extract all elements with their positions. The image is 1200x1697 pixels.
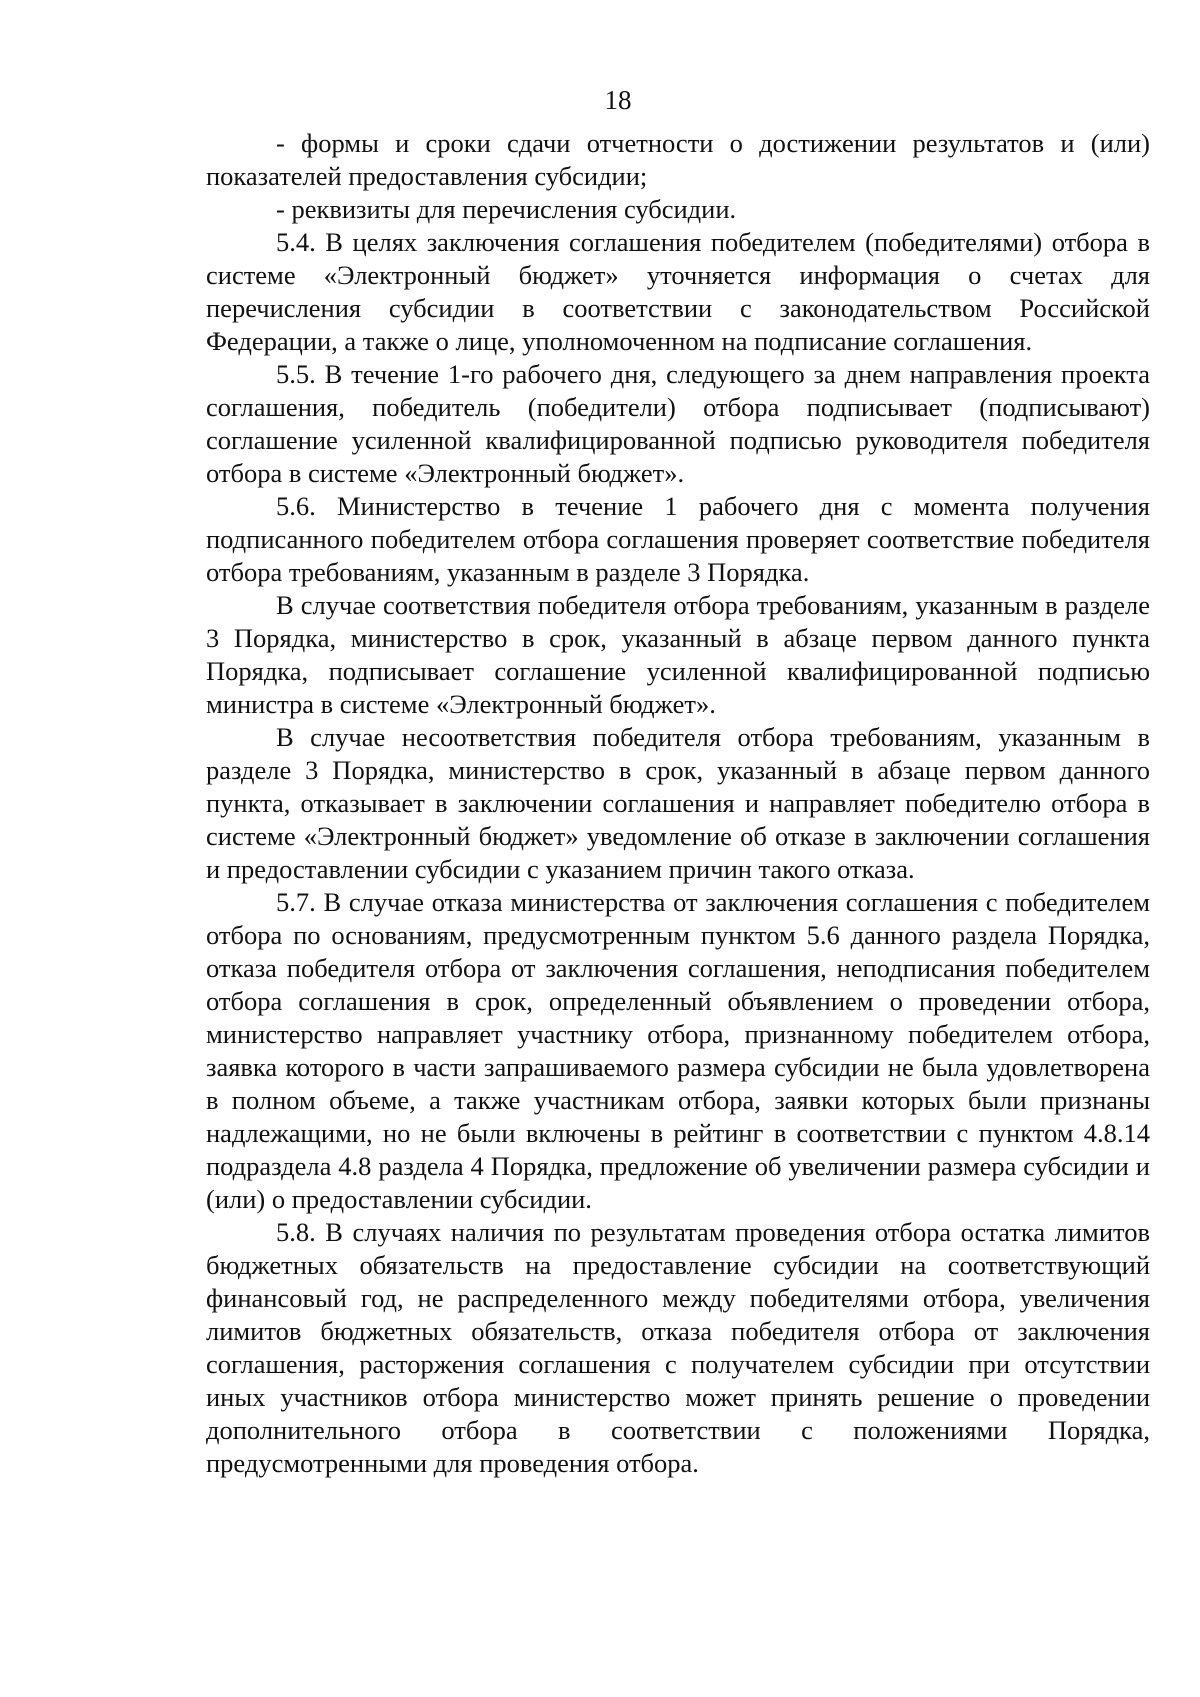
paragraph-5-4: 5.4. В целях заключения соглашения победителем (победителями) отбора в системе «Электронный бюджет» уточняется информация о счетах для перечисления субсидии в соответствии с законодательством Российской Федерации, а также о лице, уполномоченном на подписание соглашения. <box>206 227 1150 356</box>
paragraph-payment-details: - реквизиты для перечисления субсидии. <box>276 194 737 224</box>
paragraph-reporting-forms: - формы и сроки сдачи отчетности о достижении результатов и (или) показателей предоставления субсидии; <box>206 128 1150 191</box>
document-body <box>206 127 1150 1480</box>
paragraph-5-5: 5.5. В течение 1-го рабочего дня, следующего за днем направления проекта соглашения, победитель (победители) отбора подписывает (подписывают) соглашение усиленной квалифицированной подписью руководителя победителя отбора в системе «Электронный бюджет». <box>206 359 1150 488</box>
paragraph-5-8: 5.8. В случаях наличия по результатам проведения отбора остатка лимитов бюджетных обязательств на предоставление субсидии на соответствующий финансовый год, не распределенного между победителями отбора, увеличения лимитов бюджетных обязательств, отказа победителя отбора от заключения соглашения, расторжения соглашения с получателем субсидии при отсутствии иных участников отбора министерство может принять решение о проведении дополнительного отбора в соответствии с положениями Порядка, предусмотренными для проведения отбора. <box>206 1217 1150 1478</box>
paragraph-5-7: 5.7. В случае отказа министерства от заключения соглашения с победителем отбора по основаниям, предусмотренным пунктом 5.6 данного раздела Порядка, отказа победителя отбора от заключения соглашения, неподписания победителем отбора соглашения в срок, определенный объявлением о проведении отбора, министерство направляет участнику отбора, признанному победителем отбора, заявка которого в части запрашиваемого размера субсидии не была удовлетворена в полном объеме, а также участникам отбора, заявки которых были признаны надлежащими, но не были включены в рейтинг в соответствии с пунктом 4.8.14 подраздела 4.8 раздела 4 Порядка, предложение об увеличении размера субсидии и (или) о предоставлении субсидии. <box>206 887 1150 1214</box>
paragraph-5-6-compliance: В случае соответствия победителя отбора требованиям, указанным в разделе 3 Порядка, министерство в срок, указанный в абзаце первом данного пункта Порядка, подписывает соглашение усиленной квалифицированной подписью министра в системе «Электронный бюджет». <box>206 590 1150 719</box>
page-number: 18 <box>604 85 632 115</box>
paragraph-5-6: 5.6. Министерство в течение 1 рабочего дня с момента получения подписанного победителем отбора соглашения проверяет соответствие победителя отбора требованиям, указанным в разделе 3 Порядка. <box>206 491 1150 587</box>
paragraph-5-6-noncompliance: В случае несоответствия победителя отбора требованиям, указанным в разделе 3 Порядка, министерство в срок, указанный в абзаце первом данного пункта, отказывает в заключении соглашения и направляет победителю отбора в системе «Электронный бюджет» уведомление об отказе в заключении соглашения и предоставлении субсидии с указанием причин такого отказа. <box>206 722 1150 884</box>
